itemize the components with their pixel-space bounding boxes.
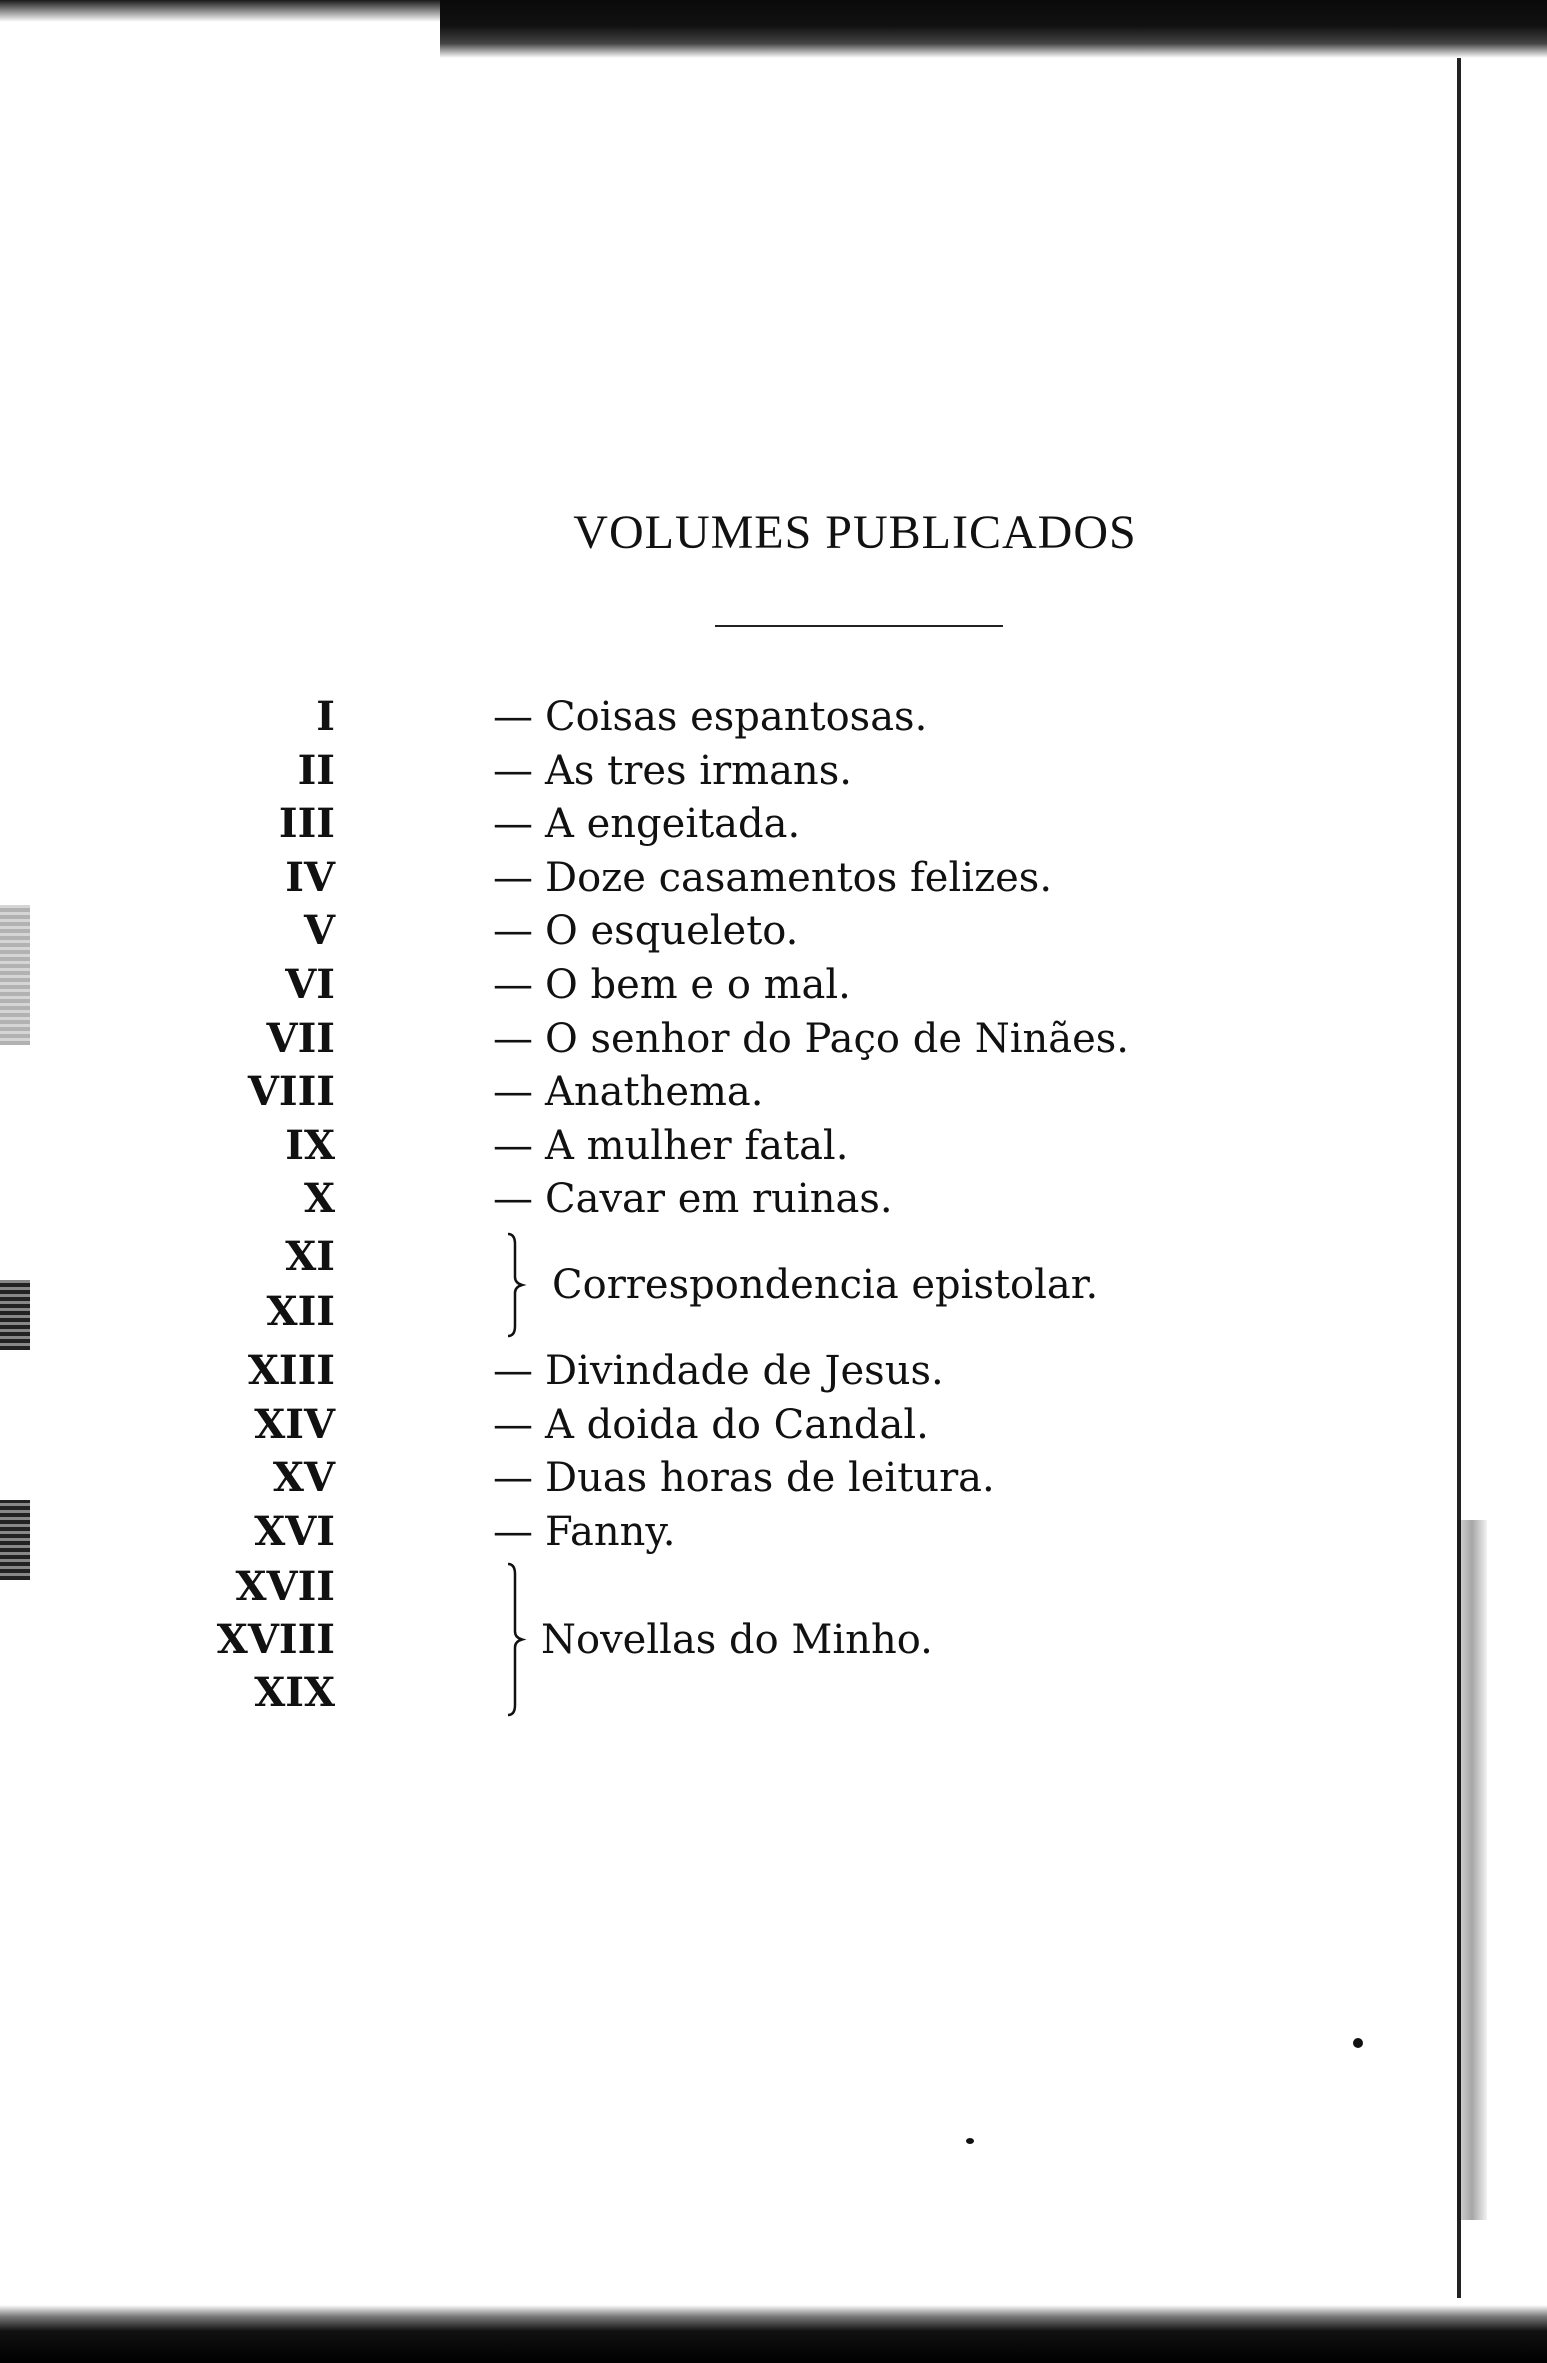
volume-numeral: XIV (254, 1400, 335, 1448)
volume-row (0, 797, 1400, 851)
volume-numeral: XV (272, 1454, 335, 1502)
volume-dash: — (493, 1455, 533, 1502)
volume-numeral: VII (266, 1014, 335, 1062)
volume-row (0, 904, 1400, 958)
volume-dash: — (493, 1122, 533, 1169)
volume-row (0, 744, 1400, 798)
volume-title: A doida do Candal. (545, 1401, 929, 1448)
volume-numeral: VIII (247, 1068, 335, 1116)
volume-dash: — (493, 1401, 533, 1448)
volume-title: O senhor do Paço de Ninães. (545, 1015, 1130, 1062)
volume-title: A engeitada. (545, 801, 801, 848)
volume-title: A mulher fatal. (545, 1122, 849, 1169)
scan-speck (966, 2138, 974, 2144)
volume-dash: — (493, 1069, 533, 1116)
volume-dash: — (493, 1176, 533, 1223)
volume-numeral: V (303, 907, 335, 955)
volume-dash: — (493, 1015, 533, 1062)
volume-numeral: XVI (254, 1507, 335, 1555)
volume-numeral: X (303, 1175, 335, 1223)
volume-numeral: XVII (235, 1563, 335, 1611)
volume-dash: — (493, 1508, 533, 1555)
title-rule (715, 625, 1003, 627)
volume-title: Doze casamentos felizes. (545, 854, 1053, 901)
brace-icon (500, 1230, 530, 1340)
volume-title: O esqueleto. (545, 908, 799, 955)
volume-title: Novellas do Minho. (541, 1616, 933, 1663)
brace-icon (500, 1560, 530, 1719)
volume-dash: — (493, 962, 533, 1008)
volume-numeral: XI (285, 1233, 335, 1280)
volume-numeral: XIX (254, 1669, 335, 1717)
volume-group (0, 1560, 1400, 1719)
volume-dash: — (493, 1348, 533, 1394)
volume-row (0, 1065, 1400, 1119)
volume-group (0, 1230, 1400, 1340)
volume-dash: — (493, 854, 533, 901)
scan-bottom-border (0, 2305, 1547, 2363)
volume-row (0, 1505, 1400, 1559)
volume-row (0, 1451, 1400, 1505)
volume-dash: — (493, 747, 533, 794)
volume-numeral: IX (285, 1121, 335, 1169)
scan-top-border-left (0, 0, 440, 22)
volume-row (0, 1344, 1400, 1398)
page-title: VOLUMES PUBLICADOS (573, 506, 1137, 559)
volume-title: Duas horas de leitura. (545, 1455, 995, 1502)
volume-row (0, 851, 1400, 905)
volume-title: Anathema. (545, 1069, 764, 1116)
volume-title: O bem e o mal. (545, 962, 851, 1008)
volume-row (0, 958, 1400, 1012)
volume-row (0, 1398, 1400, 1452)
volume-numeral: VI (285, 961, 335, 1008)
volume-numeral: IV (285, 853, 335, 901)
volume-numeral: III (278, 800, 335, 848)
volume-row (0, 1012, 1400, 1066)
volume-numeral: XII (266, 1288, 335, 1335)
volume-title: As tres irmans. (545, 747, 852, 794)
volume-row (0, 690, 1400, 744)
volume-numeral: XVIII (216, 1616, 335, 1664)
volume-dash: — (493, 694, 533, 740)
volume-numeral: I (316, 693, 335, 740)
volume-title: Divindade de Jesus. (545, 1348, 944, 1394)
volume-dash: — (493, 801, 533, 848)
page-right-shadow (1457, 1520, 1487, 2220)
volume-dash: — (493, 908, 533, 955)
volume-numeral: XIII (247, 1347, 335, 1394)
volume-title: Correspondencia epistolar. (552, 1262, 1099, 1308)
volume-row (0, 1172, 1400, 1226)
scan-top-border (440, 0, 1547, 58)
volume-title: Cavar em ruinas. (545, 1176, 893, 1223)
volume-row (0, 1119, 1400, 1173)
volume-title: Coisas espantosas. (545, 694, 928, 740)
volume-numeral: II (297, 746, 335, 794)
scan-speck (1353, 2038, 1363, 2048)
volume-title: Fanny. (545, 1508, 676, 1555)
